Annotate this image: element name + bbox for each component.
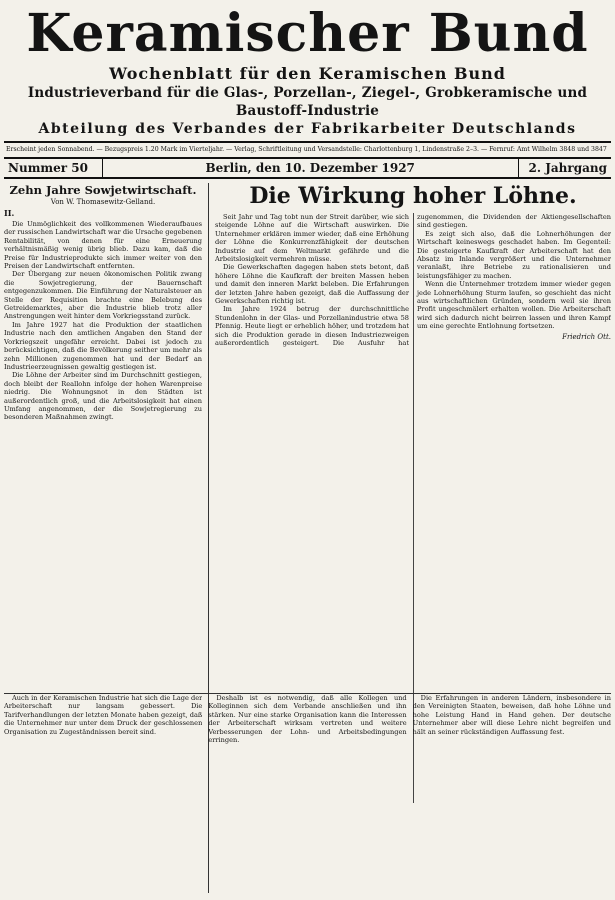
masthead-industries: Industrieverband für die Glas-, Porzellan-, Ziegel-, Grobkeramische und Baustoff-Industrie — [27, 85, 588, 119]
article-body — [4, 220, 202, 422]
paragraph: Deshalb ist es notwendig, daß alle Kollegen und Kolleginnen sich dem Verbande anschließen und ihn stärken. Nur eine starke Organisation kann die Interessen der Arbeiterschaft wirksam vertreten und weitere Verbesserungen der Lohn- und Arbeitsbedingungen erringen. — [208, 694, 407, 745]
paragraph: Wenn die Unternehmer trotzdem immer wieder gegen jede Lohnerhöhung Sturm laufen, so geschieht das nicht aus wirtschaftlichen Gründen, sondern weil sie ihren Profit ungeschmälert erhalten wollen. Die Arbeiterschaft wird sich dadurch nicht beirren lassen und ihren Kampf um eine gerechte Entlohnung fortsetzen. — [417, 280, 611, 331]
paragraph: Die Gewerkschaften dagegen haben stets betont, daß höhere Löhne die Kaufkraft der breiten Massen heben und damit den inneren Markt beleben. Die Erfahrungen der letzten Jahre haben gezeigt, daß die Auffassung der Gewerkschaften richtig ist. — [215, 263, 409, 306]
bottom-article-section — [4, 693, 611, 898]
article-headline: Zehn Jahre Sowjetwirtschaft. — [9, 183, 197, 197]
paragraph: Der Übergang zur neuen ökonomischen Politik zwang die Sowjetregierung, der Bauernschaft entgegenzukommen. Die Einführung der Naturalsteuer an Stelle der Requisition brachte eine Belebung des Getreidemarktes, aber die Industrie blieb trotz aller Anstrengungen weit hinter dem Vorkriegsstand zurück. — [4, 270, 202, 321]
divider — [4, 141, 611, 143]
masthead — [0, 0, 615, 138]
masthead-department: Abteilung des Verbandes der Fabrikarbeiter Deutschlands — [38, 121, 577, 137]
volume-year: 2. Jahrgang — [518, 159, 612, 177]
article-byline: Von W. Thomasewitz-Gelland. — [50, 198, 156, 206]
paragraph: Die Erfahrungen in anderen Ländern, insbesondere in den Vereinigten Staaten, beweisen, daß hohe Löhne und hohe Leistung Hand in Hand gehen. Der deutsche Unternehmer aber will diese Lehre nicht begreifen und hält an seiner rückständigen Auffassung fest. — [412, 694, 611, 736]
paragraph: Die Löhne der Arbeiter sind im Durchschnitt gestiegen, doch bleibt der Reallohn infolge der hohen Warenpreise niedrig. Die Wohnungsnot in den Städten ist außerordentlich groß, und die Arbeitslosigkeit hat einen Umfang angenommen, der die Sowjetregierung zu besonderen Maßnahmen zwingt. — [4, 371, 202, 422]
newspaper-title: Keramischer Bund — [26, 3, 589, 64]
bottom-column — [4, 694, 202, 898]
issue-info-bar — [4, 157, 611, 179]
paragraph: Im Jahre 1927 hat die Produktion der staatlichen Industrie nach den amtlichen Angaben den Stand der Vorkriegszeit ungefähr erreicht. Dabei ist jedoch zu berücksichtigen, daß die Bevölkerung seither um mehr als zehn Millionen zugenommen hat und der Bedarf an Industrieerzeugnissen gewaltig gestiegen ist. — [4, 320, 202, 371]
author-signature: Friedrich Ott. — [562, 332, 611, 341]
issue-date: Berlin, den 10. Dezember 1927 — [205, 161, 415, 175]
paragraph: Auch in der Keramischen Industrie hat sich die Lage der Arbeiterschaft nur langsam gebessert. Die Tarifverhandlungen der letzten Monate haben gezeigt, daß die Unternehmer nur unter dem Druck der geschlossenen Organisation zu Zugeständnissen bereit sind. — [4, 694, 203, 736]
paragraph: Seit Jahr und Tag tobt nun der Streit darüber, wie sich steigende Löhne auf die Wirtschaft auswirken. Die Unternehmer erklären immer wieder, daß eine Erhöhung der Löhne die Konkurrenzfähigkeit der deutschen Industrie auf dem Weltmarkt gefährde und die Arbeitslosigkeit vermehren müsse. — [215, 213, 409, 264]
bottom-column — [413, 694, 611, 898]
paragraph: Es zeigt sich also, daß die Lohnerhöhungen der Wirtschaft keineswegs geschadet haben. Im Gegenteil: Die gesteigerte Kaufkraft der Arbeiterschaft hat den Absatz im Inlande vergrößert und die Unternehmer veranlaßt, ihre Betriebe zu rationalisieren und leistungsfähiger zu machen. — [417, 229, 611, 280]
paragraph: Im Jahre 1924 betrug der durchschnittliche Stundenlohn in der Glas- und Porzellanindustrie etwa 58 Pfennig. Heute liegt er erheblich höher, und trotzdem hat sich die Produktion gerade in diesen Industriezweigen außerordentlich gesteigert. Die Ausfuhr hat zugenommen, die Dividenden der Aktiengesellschaften sind gestiegen. — [215, 213, 611, 348]
article-headline: Die Wirkung hoher Löhne. — [249, 183, 577, 209]
bottom-column — [208, 694, 406, 898]
article-part-number: II. — [4, 208, 15, 218]
masthead-subtitle: Wochenblatt für den Keramischen Bund — [109, 64, 506, 83]
imprint-line: Erscheint jeden Sonnabend. — Bezugspreis 1.20 Mark im Vierteljahr. — Verlag, Schriftleitung und Versandstelle: Charlottenburg 1, Lindenstraße 2–3. — Fernruf: Amt Wilhelm 3848 und 3847 — [6, 146, 607, 153]
issue-number: Nummer 50 — [4, 159, 103, 177]
paragraph: Die Unmöglichkeit des vollkommenen Wiederaufbaues der russischen Landwirtschaft war die Ursache gegebenen Rentabilität, von denen für eine Erneuerung verhältnismäßig wenig übrig blieb. Dazu kam, daß die Preise für Industrieprodukte sich immer weiter von den Preisen der Landwirtschaft entfernten. — [4, 220, 202, 271]
